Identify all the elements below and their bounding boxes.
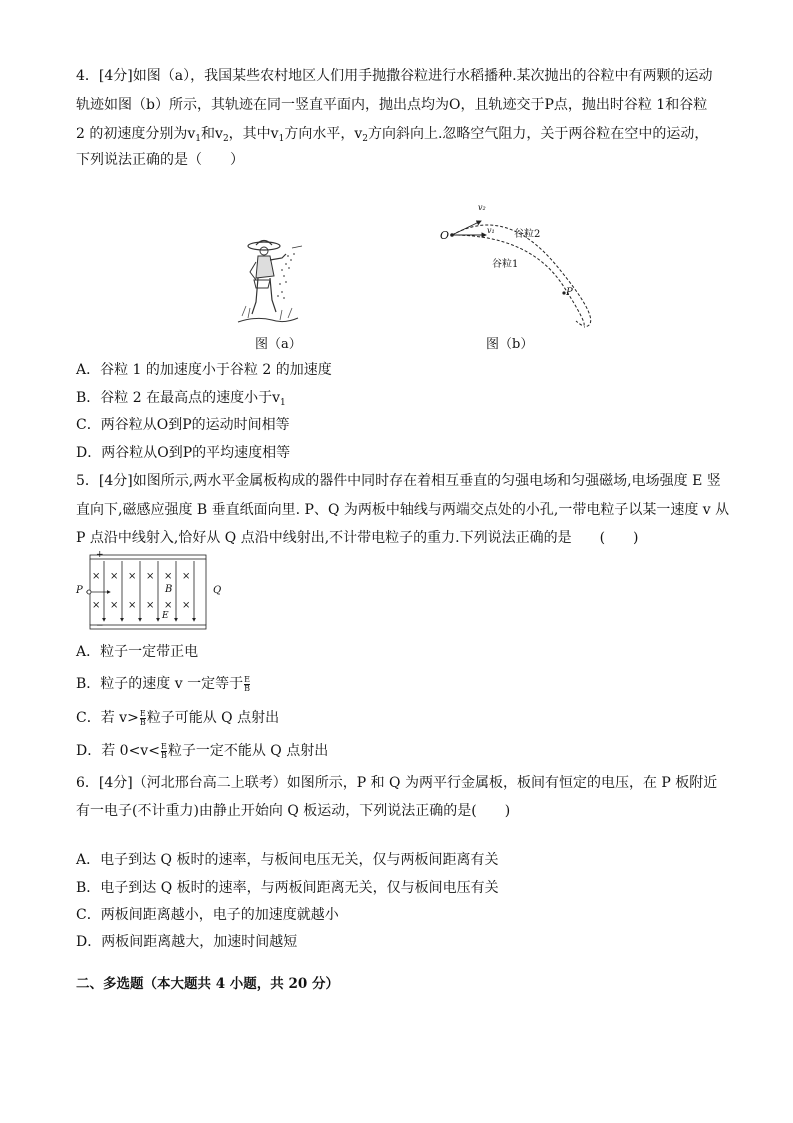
q6-option-d: D．两板间距离越大，加速时间越短	[76, 934, 298, 950]
figure-a-caption: 图（a）	[255, 337, 302, 352]
cross-mark: ×	[128, 600, 137, 611]
field-e-label: E	[162, 611, 169, 621]
v1-label: v₁	[487, 226, 495, 235]
farmer-sowing-illustration	[236, 236, 306, 328]
cross-mark: ×	[92, 600, 101, 611]
cross-mark: ×	[110, 600, 119, 611]
q5-option-a: A．粒子一定带正电	[76, 644, 199, 660]
q5-stem-line2: 直向下,磁感应强度 B 垂直纸面向里. P、Q 为两板中轴线与两端交点处的小孔,一带电粒子以某一速度 v 从	[76, 502, 730, 518]
q5-option-b: B．粒子的速度 v 一定等于 $\frac{E}{B}$	[76, 674, 250, 693]
q6-option-b: B．电子到达 Q 板时的速率，与两板间距离无关，仅与板间电压有关	[76, 880, 499, 896]
cross-mark: ×	[110, 571, 119, 582]
q4-option-d: D．两谷粒从O到P的平均速度相等	[76, 445, 291, 461]
q4-option-a: A．谷粒 1 的加速度小于谷粒 2 的加速度	[76, 362, 332, 378]
cross-mark: ×	[92, 571, 101, 582]
field-b-label: B	[165, 584, 173, 595]
q5-stem-line3: P 点沿中线射入,恰好从 Q 点沿中线射出,不计带电粒子的重力.下列说法正确的是 ( )	[76, 530, 639, 546]
e-over-b-fraction: $\frac{E}{B}$	[244, 674, 250, 693]
q5-option-d: D．若 0<v< $\frac{E}{B}$ 粒子一定不能从 Q 点射出	[76, 741, 329, 760]
cross-mark: ×	[164, 600, 173, 611]
cross-mark: ×	[146, 600, 155, 611]
q6-stem-line1: 6．[4分]（河北邢台高二上联考）如图所示，P 和 Q 为两平行金属板，板间有恒定的电压，在 P 板附近	[76, 775, 718, 791]
section-multiple-choice-heading: 二、多选题（本大题共 4 小题，共 20 分）	[76, 976, 339, 992]
e-over-b-fraction: $\frac{E}{B}$	[160, 741, 167, 760]
q4-stem-line2: 轨迹如图（b）所示，其轨迹在同一竖直平面内，抛出点均为O，且轨迹交于P点，抛出时谷粒 1和谷粒	[76, 97, 708, 113]
q6-stem-line2: 有一电子(不计重力)由静止开始向 Q 板运动，下列说法正确的是( )	[76, 803, 511, 819]
q4-stem-line1: 4．[4分]如图（a），我国某些农村地区人们用手抛撒谷粒进行水稻播种.某次抛出的谷粒中有两颗的运动	[76, 68, 713, 84]
grain1-label: 谷粒1	[492, 259, 519, 270]
q4-stem-line4: 下列说法正确的是（ ）	[76, 152, 244, 168]
q5-stem-line1: 5．[4分]如图所示,两水平金属板构成的器件中同时存在着相互垂直的匀强电场和匀强磁场,电场强度 E 竖	[76, 473, 721, 489]
hole-p-label: P	[76, 585, 83, 596]
origin-label-o: O	[440, 229, 450, 242]
q4-option-b: B．谷粒 2 在最高点的速度小于$v_1$	[76, 390, 286, 408]
e-over-b-fraction: $\frac{E}{B}$	[139, 708, 146, 727]
grain2-label: 谷粒2	[514, 229, 541, 240]
q5-option-c: C．若 v> $\frac{E}{B}$ 粒子可能从 Q 点射出	[76, 708, 280, 727]
q6-option-c: C．两板间距离越小，电子的加速度就越小	[76, 907, 339, 923]
q6-option-a: A．电子到达 Q 板时的速率，与板间电压无关，仅与两板间距离有关	[76, 852, 499, 868]
q4-stem-line3: 2 的初速度分别为$v_1$和$v_2$，其中$v_1$方向水平，$v_2$方向斜向上.忽略空气阻力，关于两谷粒在空中的运动，	[76, 126, 709, 144]
q4-option-c: C．两谷粒从O到P的运动时间相等	[76, 417, 290, 433]
point-p-label: P	[566, 287, 573, 298]
cross-mark: ×	[146, 571, 155, 582]
hole-q-label: Q	[213, 585, 222, 596]
cross-mark: ×	[128, 571, 137, 582]
v2-label: v₂	[478, 203, 486, 212]
cross-mark: ×	[164, 571, 173, 582]
cross-mark: ×	[182, 600, 191, 611]
cross-mark: ×	[182, 571, 191, 582]
plate-plus-sign: +	[96, 550, 104, 560]
plate-minus-sign: −	[96, 621, 104, 631]
figure-b-caption: 图（b）	[486, 337, 534, 352]
